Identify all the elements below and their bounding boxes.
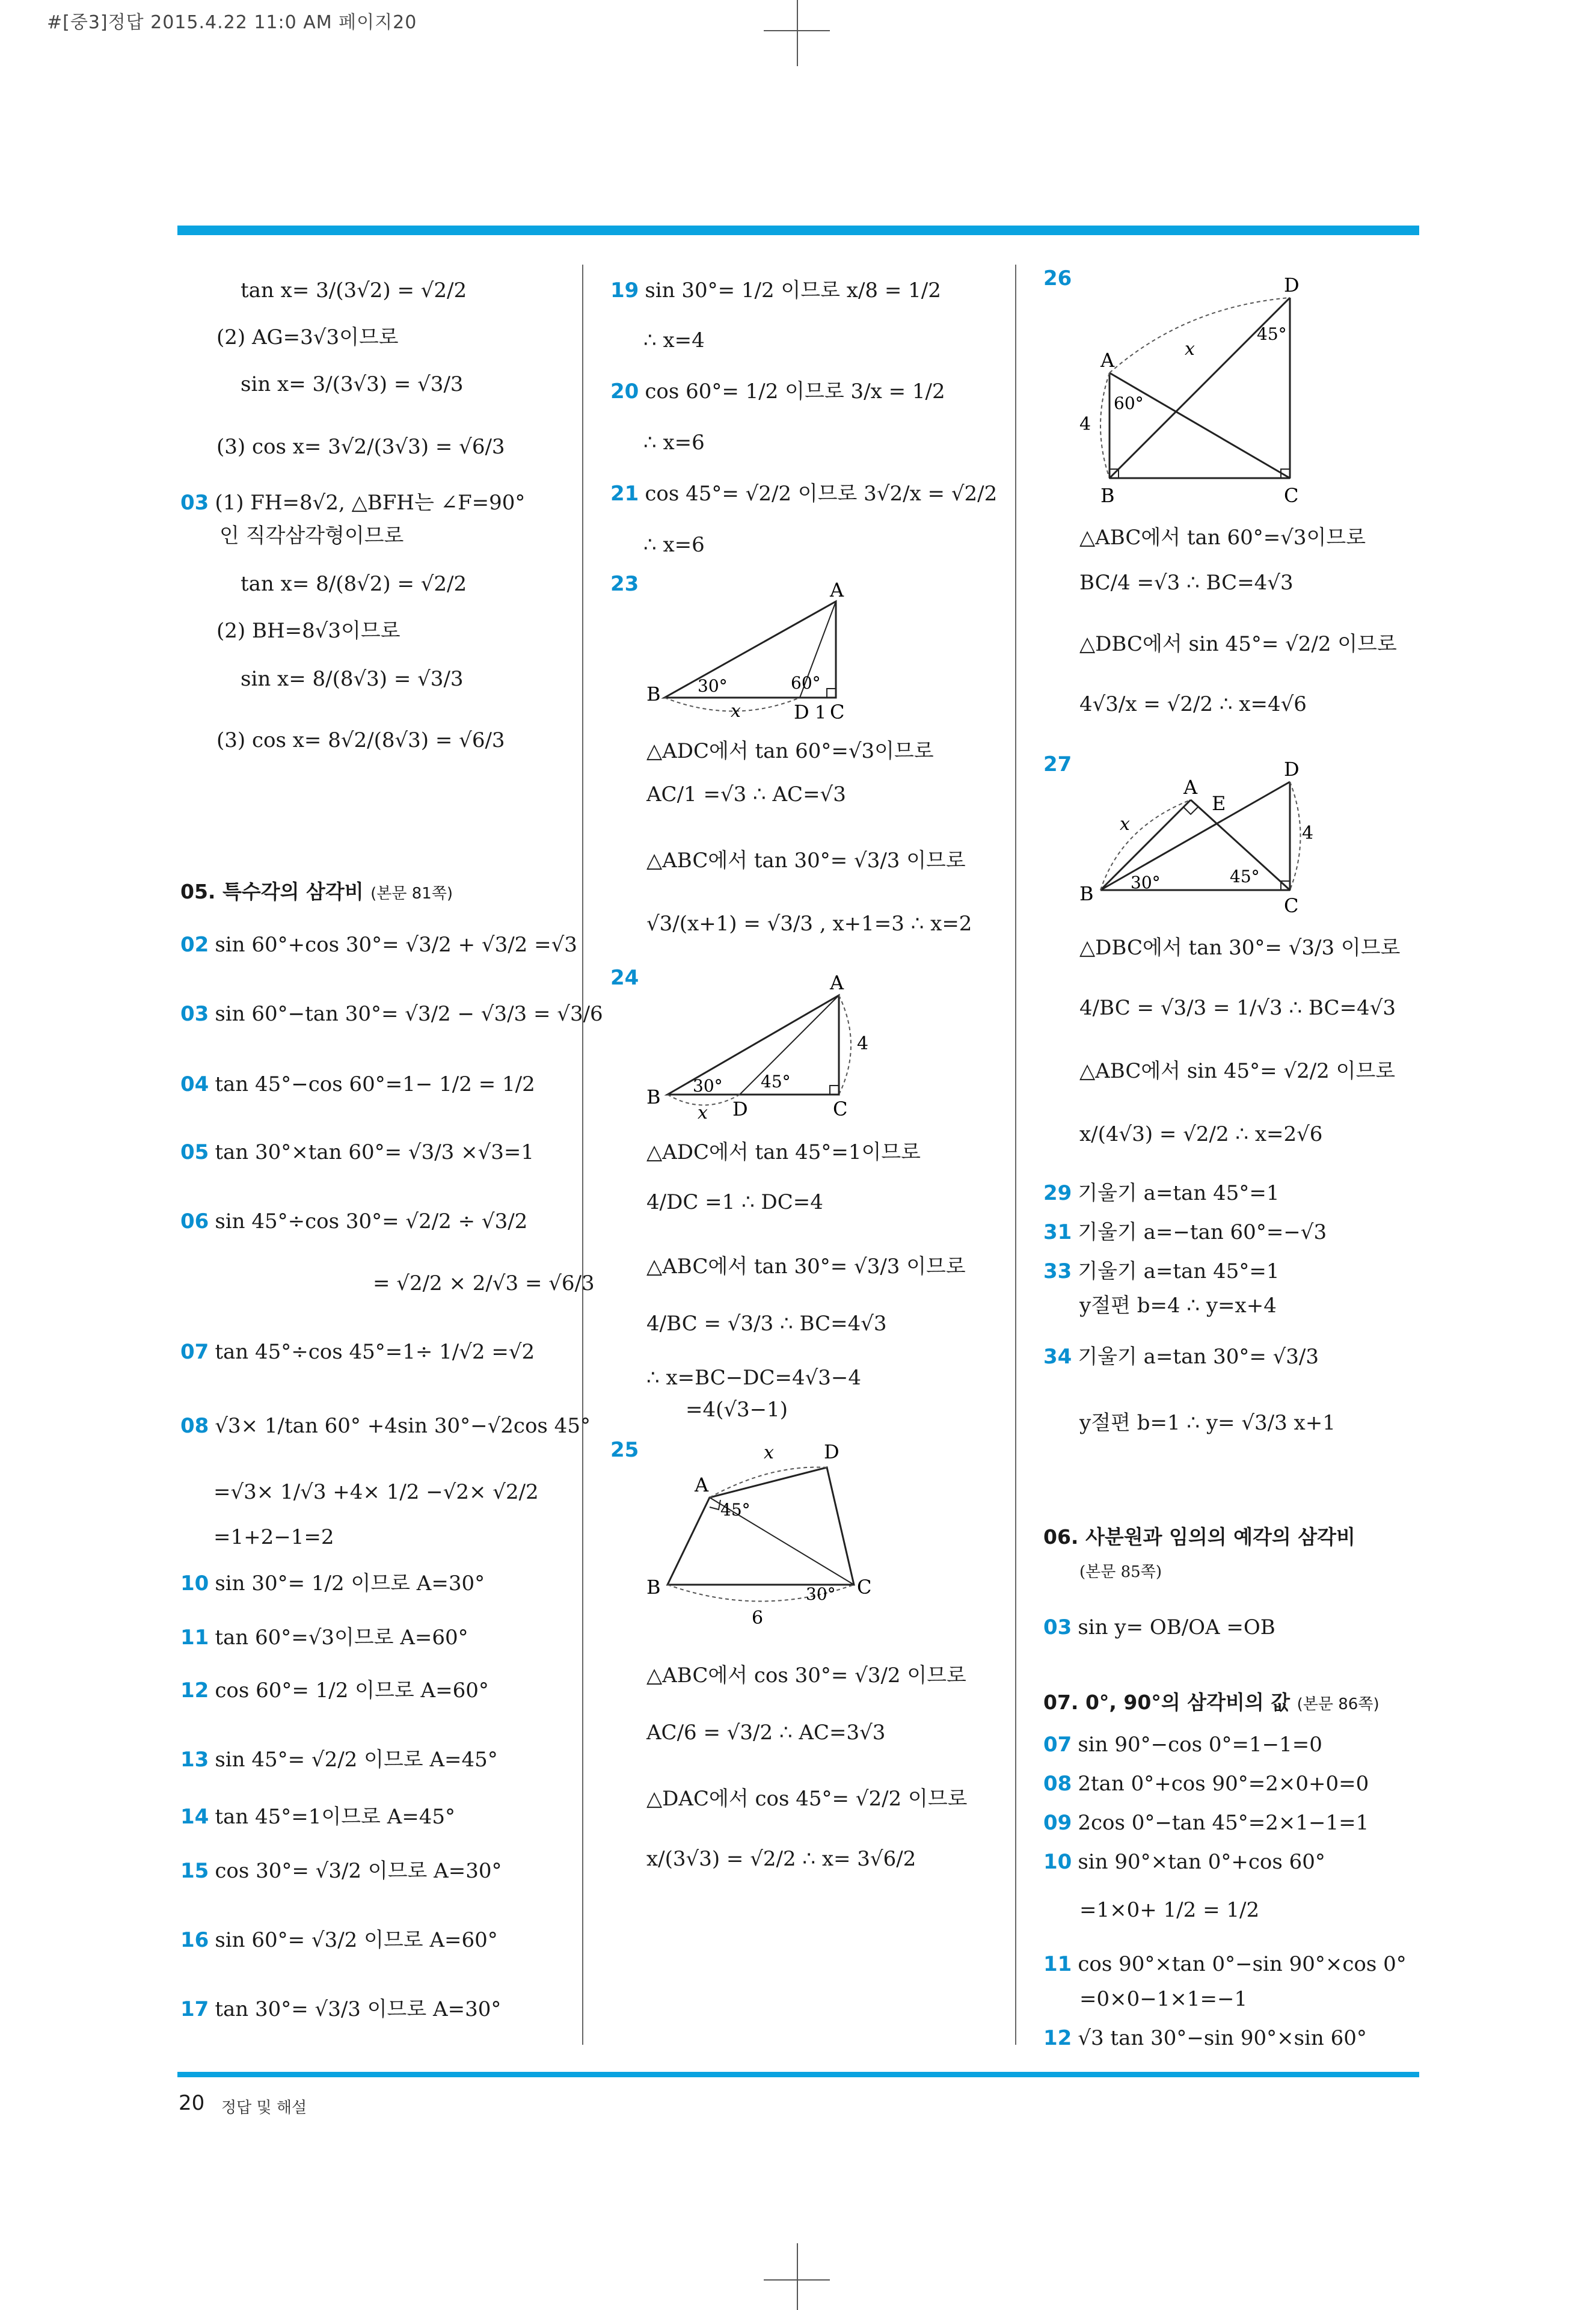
label-c: C (833, 1098, 848, 1120)
answer-line: AC/6 = √3/2 ∴ AC=3√3 (646, 1721, 886, 1745)
answer-line: (3) cos x= 8√2/(8√3) = √6/3 (216, 728, 505, 752)
label-x: x (1185, 339, 1195, 360)
answer-line: 02 sin 60°+cos 30°= √3/2 + √3/2 =√3 (180, 933, 577, 957)
label-b: B (1079, 882, 1094, 905)
crop-mark (764, 2279, 830, 2281)
answer-line: 4/DC =1 ∴ DC=4 (646, 1190, 823, 1214)
label-d: D (794, 701, 809, 723)
problem-number: 24 (610, 966, 639, 990)
answer-line: x/(3√3) = √2/2 ∴ x= 3√6/2 (646, 1847, 916, 1871)
answer-line: 20 cos 60°= 1/2 이므로 3/x = 1/2 (610, 379, 945, 404)
label-d: D (732, 1098, 748, 1120)
answer-line: (2) AG=3√3이므로 (216, 325, 399, 349)
answer-line: 03 (1) FH=8√2, △BFH는 ∠F=90° (180, 491, 526, 515)
answer-line: 04 tan 45°−cos 60°=1− 1/2 = 1/2 (180, 1072, 535, 1096)
figure-23-triangle (643, 577, 872, 722)
answer-line: y절편 b=1 ∴ y= √3/3 x+1 (1079, 1411, 1336, 1435)
answer-line: 03 sin 60°−tan 30°= √3/2 − √3/3 = √3/6 (180, 1002, 603, 1026)
answer-line: 33 기울기 a=tan 45°=1 (1043, 1259, 1280, 1283)
label-a: A (695, 1473, 709, 1496)
label-x: x (1120, 814, 1130, 835)
answer-line: ∴ x=BC−DC=4√3−4 (646, 1366, 862, 1390)
answer-line: 10 sin 30°= 1/2 이므로 A=30° (180, 1571, 485, 1596)
right-angle-mark (830, 1086, 839, 1095)
label-b: B (1100, 484, 1115, 507)
answer-line: BC/4 =√3 ∴ BC=4√3 (1079, 571, 1294, 595)
answer-line: 08 2tan 0°+cos 90°=2×0+0=0 (1043, 1772, 1369, 1796)
label-6: 6 (752, 1608, 764, 1629)
answer-line: △ABC에서 tan 30°= √3/3 이므로 (646, 1255, 966, 1279)
answer-line: 34 기울기 a=tan 30°= √3/3 (1043, 1345, 1319, 1369)
answer-line: 29 기울기 a=tan 45°=1 (1043, 1181, 1280, 1205)
figure-27-triangles (1076, 758, 1329, 923)
answer-line: 08 √3× 1/tan 60° +4sin 30°−√2cos 45° (180, 1414, 591, 1438)
answer-line: △ABC에서 cos 30°= √3/2 이므로 (646, 1663, 966, 1688)
answer-line: 19 sin 30°= 1/2 이므로 x/8 = 1/2 (610, 278, 941, 303)
problem-number: 25 (610, 1438, 639, 1462)
column-divider (1015, 265, 1016, 2045)
label-a: A (830, 971, 844, 994)
answer-line: 13 sin 45°= √2/2 이므로 A=45° (180, 1748, 498, 1772)
label-1: 1 (815, 702, 827, 723)
right-angle-mark (1183, 807, 1198, 814)
page-label: 정답 및 해설 (221, 2099, 307, 2117)
label-angle-30: 30° (806, 1584, 836, 1604)
label-angle-30: 30° (1131, 873, 1161, 892)
problem-number: 27 (1043, 752, 1072, 776)
answer-line: △ADC에서 tan 45°=1이므로 (646, 1140, 921, 1164)
brace-4 (1290, 782, 1301, 890)
section-heading: 06. 사분원과 임의의 예각의 삼각비 (1043, 1525, 1355, 1549)
answer-line: 4√3/x = √2/2 ∴ x=4√6 (1079, 692, 1307, 716)
label-b: B (646, 1086, 661, 1108)
answer-line: 14 tan 45°=1이므로 A=45° (180, 1805, 455, 1829)
answer-line: 06 sin 45°÷cos 30°= √2/2 ÷ √3/2 (180, 1209, 528, 1233)
label-angle-30: 30° (698, 676, 728, 696)
label-4: 4 (1302, 823, 1314, 844)
answer-line: 17 tan 30°= √3/3 이므로 A=30° (180, 1997, 502, 2021)
answer-line: △ABC에서 tan 30°= √3/3 이므로 (646, 849, 966, 873)
answer-line: 07 tan 45°÷cos 45°=1÷ 1/√2 =√2 (180, 1340, 535, 1364)
label-angle-60: 60° (791, 673, 821, 693)
page-number: 20 (179, 2091, 205, 2115)
answer-line: 12 √3 tan 30°−sin 90°×sin 60° (1043, 2026, 1367, 2050)
answer-line: 21 cos 45°= √2/2 이므로 3√2/x = √2/2 (610, 482, 998, 506)
label-x: x (698, 1102, 708, 1123)
answer-line: = √2/2 × 2/√3 = √6/3 (373, 1271, 595, 1295)
answer-line: sin x= 3/(3√3) = √3/3 (241, 372, 464, 396)
answer-line: 15 cos 30°= √3/2 이므로 A=30° (180, 1859, 502, 1883)
label-d: D (1284, 758, 1300, 781)
print-header: #[중3]정답 2015.4.22 11:0 AM 페이지20 (47, 12, 417, 33)
answer-line: (2) BH=8√3이므로 (216, 619, 401, 643)
label-a: A (1183, 776, 1198, 799)
label-c: C (1284, 484, 1299, 507)
bottom-accent-bar (177, 2072, 1419, 2077)
answer-line: 16 sin 60°= √3/2 이므로 A=60° (180, 1928, 498, 1952)
answer-line: sin x= 8/(8√3) = √3/3 (241, 667, 464, 691)
label-a: A (830, 579, 844, 601)
label-e: E (1212, 792, 1226, 815)
figure-24-triangle (643, 968, 884, 1125)
answer-line: △ABC에서 sin 45°= √2/2 이므로 (1079, 1059, 1396, 1083)
answer-line: 05 tan 30°×tan 60°= √3/3 ×√3=1 (180, 1140, 535, 1164)
section-heading: 07. 0°, 90°의 삼각비의 값 (본문 86쪽) (1043, 1691, 1380, 1714)
label-angle-60: 60° (1114, 393, 1144, 413)
answer-line: 인 직각삼각형이므로 (219, 524, 404, 548)
answer-line: =1+2−1=2 (213, 1525, 334, 1549)
answer-line: tan x= 3/(3√2) = √2/2 (241, 278, 467, 303)
right-angle-mark (827, 689, 836, 698)
label-c: C (857, 1576, 872, 1599)
answer-line: 07 sin 90°−cos 0°=1−1=0 (1043, 1733, 1322, 1757)
answer-line: 03 sin y= OB/OA =OB (1043, 1615, 1275, 1639)
answer-line: tan x= 8/(8√2) = √2/2 (241, 572, 467, 596)
answer-line: 4/BC = √3/3 ∴ BC=4√3 (646, 1312, 887, 1336)
answer-line: ∴ x=6 (643, 533, 705, 557)
answer-line: 31 기울기 a=−tan 60°=−√3 (1043, 1220, 1327, 1244)
label-a: A (1100, 349, 1115, 372)
label-c: C (1284, 894, 1299, 917)
answer-line: x/(4√3) = √2/2 ∴ x=2√6 (1079, 1122, 1323, 1146)
answer-line: 12 cos 60°= 1/2 이므로 A=60° (180, 1679, 489, 1703)
label-angle-45: 45° (1257, 324, 1287, 344)
answer-line: △DAC에서 cos 45°= √2/2 이므로 (646, 1787, 968, 1811)
crop-mark (797, 0, 798, 66)
brace-4 (1100, 373, 1110, 478)
crop-mark (797, 2243, 798, 2310)
label-x: x (731, 701, 741, 722)
answer-line: (3) cos x= 3√2/(3√3) = √6/3 (216, 435, 505, 459)
answer-line: 11 tan 60°=√3이므로 A=60° (180, 1626, 468, 1650)
answer-line: △ADC에서 tan 60°=√3이므로 (646, 739, 934, 763)
label-c: C (830, 701, 845, 723)
answer-line: =4(√3−1) (686, 1398, 788, 1422)
section-page-ref: (본문 85쪽) (1079, 1563, 1162, 1581)
label-4: 4 (857, 1033, 869, 1054)
figure-26-triangles (1076, 271, 1329, 511)
label-x: x (764, 1442, 774, 1463)
label-angle-45: 45° (720, 1500, 750, 1520)
brace-4 (839, 995, 851, 1095)
answer-line: △DBC에서 sin 45°= √2/2 이므로 (1079, 632, 1397, 656)
top-accent-bar (177, 226, 1419, 235)
label-b: B (646, 1576, 661, 1599)
answer-line: √3/(x+1) = √3/3 , x+1=3 ∴ x=2 (646, 912, 972, 936)
answer-line: =√3× 1/√3 +4× 1/2 −√2× √2/2 (213, 1480, 539, 1504)
label-4: 4 (1079, 414, 1091, 435)
column-divider (582, 265, 583, 2045)
answer-line: ∴ x=6 (643, 431, 705, 455)
figure-25-quadrilateral (643, 1437, 896, 1636)
problem-number: 23 (610, 572, 639, 596)
answer-line: ∴ x=4 (643, 328, 705, 352)
label-d: D (1284, 274, 1300, 296)
answer-line: 4/BC = √3/3 = 1/√3 ∴ BC=4√3 (1079, 996, 1396, 1020)
answer-line: =0×0−1×1=−1 (1079, 1987, 1248, 2011)
crop-mark (764, 30, 830, 31)
answer-line: 09 2cos 0°−tan 45°=2×1−1=1 (1043, 1811, 1369, 1835)
label-angle-45: 45° (761, 1072, 791, 1092)
answer-line: 11 cos 90°×tan 0°−sin 90°×cos 0° (1043, 1952, 1407, 1976)
answer-line: △ABC에서 tan 60°=√3이므로 (1079, 526, 1366, 550)
label-b: B (646, 683, 661, 705)
problem-number: 26 (1043, 266, 1072, 290)
answer-line: y절편 b=4 ∴ y=x+4 (1079, 1294, 1277, 1318)
label-d: D (824, 1440, 839, 1463)
section-heading: 05. 특수각의 삼각비 (본문 81쪽) (180, 880, 453, 903)
answer-line: =1×0+ 1/2 = 1/2 (1079, 1898, 1260, 1922)
answer-line: 10 sin 90°×tan 0°+cos 60° (1043, 1850, 1325, 1874)
answer-line: △DBC에서 tan 30°= √3/3 이므로 (1079, 936, 1401, 960)
label-angle-30: 30° (693, 1076, 723, 1096)
answer-line: AC/1 =√3 ∴ AC=√3 (646, 782, 846, 806)
label-angle-45: 45° (1230, 867, 1260, 886)
